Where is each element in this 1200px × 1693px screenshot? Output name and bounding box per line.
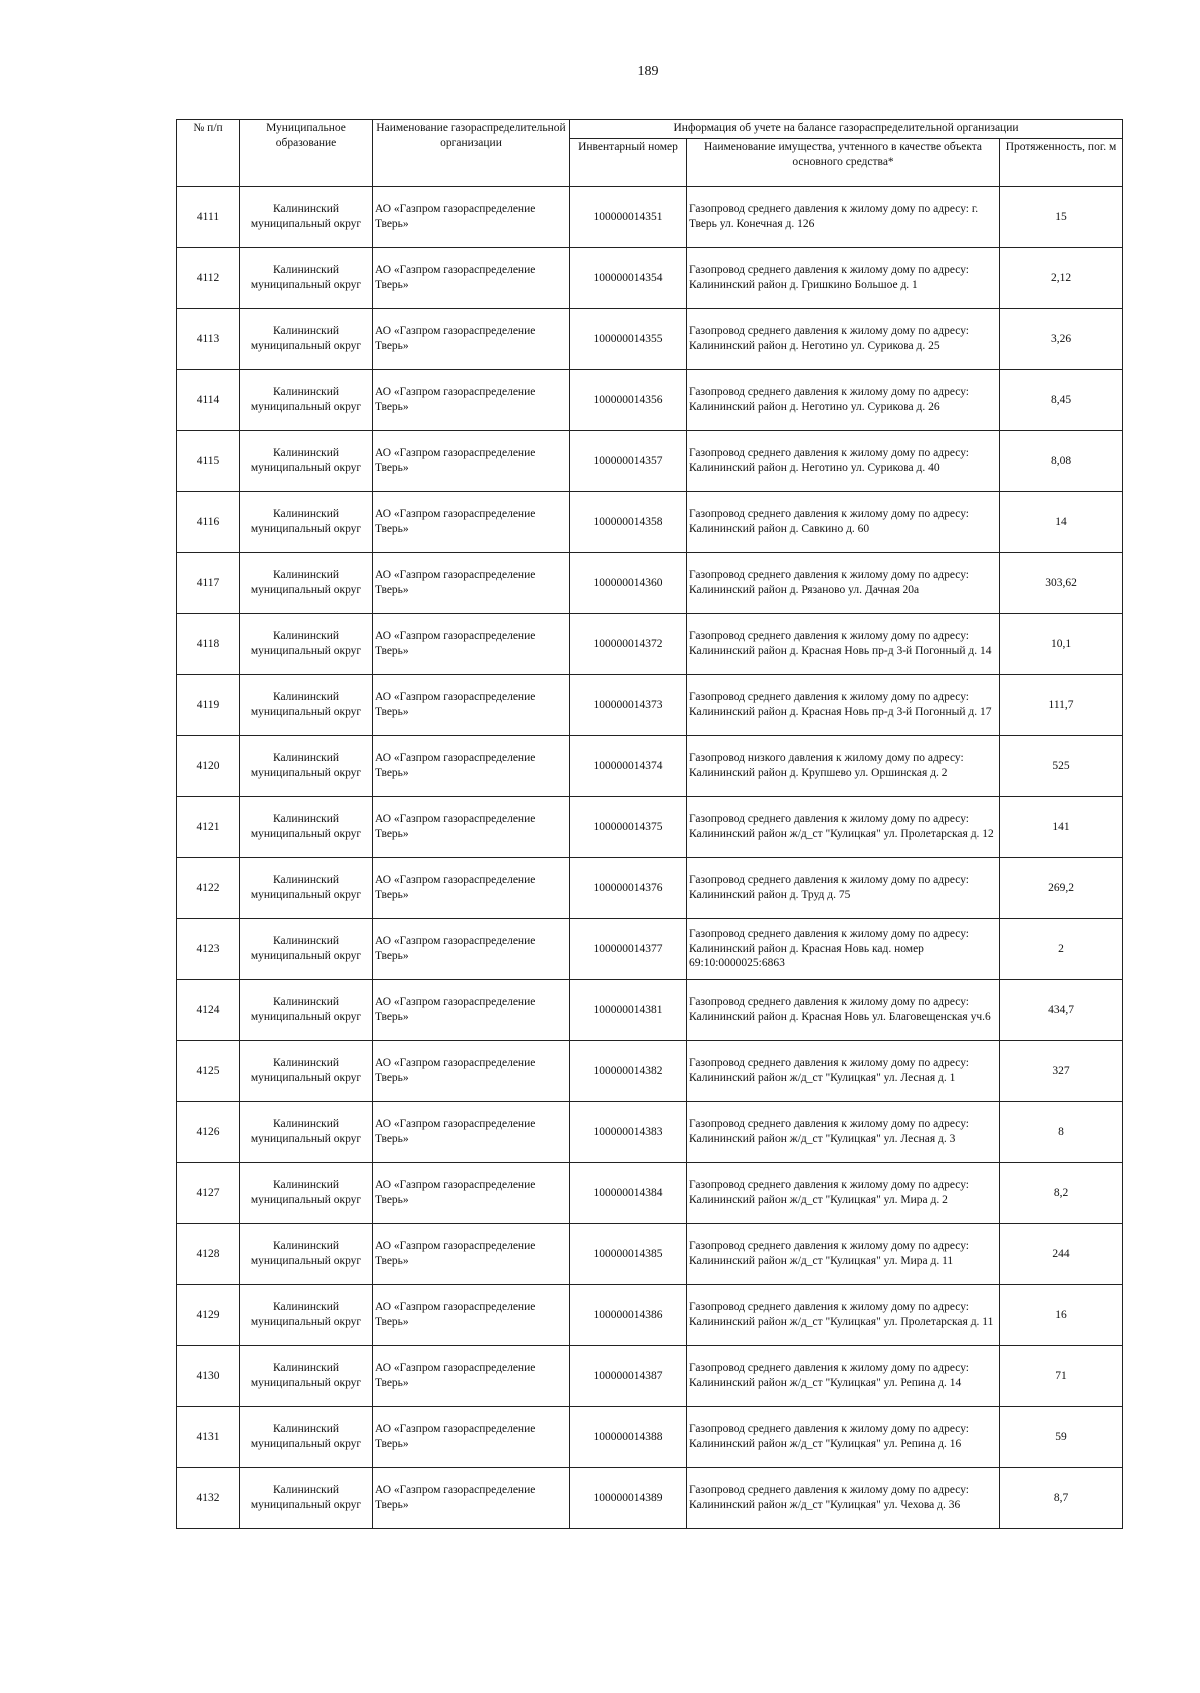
municipality-type: муниципальный округ — [250, 1072, 362, 1084]
row-municipality — [240, 431, 373, 492]
table-row — [177, 431, 1123, 492]
row-organization: АО «Газпром газораспределение Тверь» — [373, 553, 570, 614]
row-length: 8,2 — [1000, 1163, 1123, 1224]
row-municipality — [240, 858, 373, 919]
row-municipality — [240, 309, 373, 370]
municipality-name: Калининский — [272, 386, 340, 399]
row-number: 4121 — [177, 797, 240, 858]
municipality-type: муниципальный округ — [250, 1133, 362, 1145]
row-municipality — [240, 736, 373, 797]
municipality-name: Калининский — [272, 874, 340, 887]
municipality-type: муниципальный округ — [250, 1194, 362, 1206]
row-organization: АО «Газпром газораспределение Тверь» — [373, 1041, 570, 1102]
municipality-name: Калининский — [272, 447, 340, 460]
municipality-type: муниципальный округ — [250, 645, 362, 657]
row-inventory-number: 100000014374 — [570, 736, 687, 797]
table-row — [177, 1407, 1123, 1468]
municipality-type: муниципальный округ — [250, 1438, 362, 1450]
row-organization: АО «Газпром газораспределение Тверь» — [373, 309, 570, 370]
row-organization: АО «Газпром газораспределение Тверь» — [373, 187, 570, 248]
header-num: № п/п — [177, 120, 240, 187]
table-row — [177, 553, 1123, 614]
municipality-name: Калининский — [272, 1484, 340, 1497]
row-municipality — [240, 797, 373, 858]
table-body — [177, 187, 1123, 1529]
row-length: 14 — [1000, 492, 1123, 553]
row-inventory-number: 100000014382 — [570, 1041, 687, 1102]
table-header — [177, 120, 1123, 187]
row-number: 4124 — [177, 980, 240, 1041]
row-property-name: Газопровод среднего давления к жилому дому по адресу: Калининский район д. Труд д. 75 — [687, 858, 1000, 919]
municipality-type: муниципальный округ — [250, 523, 362, 535]
row-organization: АО «Газпром газораспределение Тверь» — [373, 1407, 570, 1468]
row-number: 4116 — [177, 492, 240, 553]
municipality-type: муниципальный округ — [250, 1316, 362, 1328]
row-municipality — [240, 187, 373, 248]
municipality-name: Калининский — [272, 935, 340, 948]
row-property-name: Газопровод среднего давления к жилому дому по адресу: Калининский район д. Неготино ул. Сурикова д. 26 — [687, 370, 1000, 431]
row-inventory-number: 100000014375 — [570, 797, 687, 858]
row-organization: АО «Газпром газораспределение Тверь» — [373, 614, 570, 675]
municipality-type: муниципальный округ — [250, 950, 362, 962]
row-inventory-number: 100000014360 — [570, 553, 687, 614]
row-municipality — [240, 1102, 373, 1163]
row-number: 4122 — [177, 858, 240, 919]
row-organization: АО «Газпром газораспределение Тверь» — [373, 370, 570, 431]
municipality-type: муниципальный округ — [250, 462, 362, 474]
row-length: 10,1 — [1000, 614, 1123, 675]
table-row — [177, 370, 1123, 431]
municipality-name: Калининский — [272, 1179, 340, 1192]
row-organization: АО «Газпром газораспределение Тверь» — [373, 980, 570, 1041]
municipality-name: Калининский — [272, 996, 340, 1009]
municipality-type: муниципальный округ — [250, 1377, 362, 1389]
table-row — [177, 1285, 1123, 1346]
row-property-name: Газопровод среднего давления к жилому дому по адресу: Калининский район д. Неготино ул. Сурикова д. 25 — [687, 309, 1000, 370]
municipality-type: муниципальный округ — [250, 584, 362, 596]
row-property-name: Газопровод среднего давления к жилому дому по адресу: Калининский район д. Савкино д. 60 — [687, 492, 1000, 553]
row-organization: АО «Газпром газораспределение Тверь» — [373, 1163, 570, 1224]
table-row — [177, 1163, 1123, 1224]
row-property-name: Газопровод среднего давления к жилому дому по адресу: Калининский район ж/д_ст "Кулицкая" ул. Мира д. 2 — [687, 1163, 1000, 1224]
row-length: 303,62 — [1000, 553, 1123, 614]
row-inventory-number: 100000014381 — [570, 980, 687, 1041]
row-organization: АО «Газпром газораспределение Тверь» — [373, 431, 570, 492]
municipality-name: Калининский — [272, 325, 340, 338]
row-municipality — [240, 1468, 373, 1529]
row-organization: АО «Газпром газораспределение Тверь» — [373, 1285, 570, 1346]
row-number: 4114 — [177, 370, 240, 431]
row-inventory-number: 100000014372 — [570, 614, 687, 675]
row-inventory-number: 100000014354 — [570, 248, 687, 309]
row-municipality — [240, 614, 373, 675]
row-property-name: Газопровод среднего давления к жилому дому по адресу: Калининский район ж/д_ст "Кулицкая" ул. Чехова д. 36 — [687, 1468, 1000, 1529]
table-row — [177, 919, 1123, 980]
row-number: 4123 — [177, 919, 240, 980]
row-number: 4125 — [177, 1041, 240, 1102]
row-organization: АО «Газпром газораспределение Тверь» — [373, 1102, 570, 1163]
row-number: 4119 — [177, 675, 240, 736]
municipality-name: Калининский — [272, 508, 340, 521]
municipality-name: Калининский — [272, 203, 340, 216]
municipality-name: Калининский — [272, 1423, 340, 1436]
row-municipality — [240, 1163, 373, 1224]
municipality-type: муниципальный округ — [250, 828, 362, 840]
row-number: 4120 — [177, 736, 240, 797]
row-property-name: Газопровод низкого давления к жилому дому по адресу: Калининский район д. Крупшево ул. Оршинская д. 2 — [687, 736, 1000, 797]
row-number: 4117 — [177, 553, 240, 614]
row-property-name: Газопровод среднего давления к жилому дому по адресу: Калининский район д. Красная Новь пр-д 3-й Погонный д. 14 — [687, 614, 1000, 675]
row-number: 4118 — [177, 614, 240, 675]
row-organization: АО «Газпром газораспределение Тверь» — [373, 492, 570, 553]
row-municipality — [240, 553, 373, 614]
municipality-type: муниципальный округ — [250, 767, 362, 779]
municipality-name: Калининский — [272, 1240, 340, 1253]
municipality-name: Калининский — [272, 569, 340, 582]
table-row — [177, 248, 1123, 309]
row-inventory-number: 100000014386 — [570, 1285, 687, 1346]
municipality-type: муниципальный округ — [250, 218, 362, 230]
row-inventory-number: 100000014356 — [570, 370, 687, 431]
row-number: 4130 — [177, 1346, 240, 1407]
row-inventory-number: 100000014387 — [570, 1346, 687, 1407]
row-length: 2,12 — [1000, 248, 1123, 309]
row-length: 8 — [1000, 1102, 1123, 1163]
row-property-name: Газопровод среднего давления к жилому дому по адресу: Калининский район д. Гришкино Большое д. 1 — [687, 248, 1000, 309]
row-inventory-number: 100000014351 — [570, 187, 687, 248]
row-municipality — [240, 919, 373, 980]
municipality-type: муниципальный округ — [250, 706, 362, 718]
row-number: 4112 — [177, 248, 240, 309]
municipality-name: Калининский — [272, 752, 340, 765]
row-length: 244 — [1000, 1224, 1123, 1285]
row-number: 4131 — [177, 1407, 240, 1468]
municipality-name: Калининский — [272, 691, 340, 704]
row-property-name: Газопровод среднего давления к жилому дому по адресу: Калининский район ж/д_ст "Кулицкая" ул. Лесная д. 1 — [687, 1041, 1000, 1102]
municipality-name: Калининский — [272, 1301, 340, 1314]
row-municipality — [240, 1041, 373, 1102]
municipality-name: Калининский — [272, 630, 340, 643]
row-number: 4132 — [177, 1468, 240, 1529]
row-property-name: Газопровод среднего давления к жилому дому по адресу: Калининский район д. Красная Новь пр-д 3-й Погонный д. 17 — [687, 675, 1000, 736]
municipality-name: Калининский — [272, 1057, 340, 1070]
row-length: 111,7 — [1000, 675, 1123, 736]
table-row — [177, 858, 1123, 919]
row-length: 71 — [1000, 1346, 1123, 1407]
row-municipality — [240, 980, 373, 1041]
row-length: 59 — [1000, 1407, 1123, 1468]
row-number: 4126 — [177, 1102, 240, 1163]
row-organization: АО «Газпром газораспределение Тверь» — [373, 675, 570, 736]
row-inventory-number: 100000014357 — [570, 431, 687, 492]
row-property-name: Газопровод среднего давления к жилому дому по адресу: Калининский район ж/д_ст "Кулицкая" ул. Пролетарская д. 11 — [687, 1285, 1000, 1346]
table-row — [177, 1041, 1123, 1102]
row-inventory-number: 100000014384 — [570, 1163, 687, 1224]
row-inventory-number: 100000014355 — [570, 309, 687, 370]
municipality-name: Калининский — [272, 1362, 340, 1375]
row-length: 3,26 — [1000, 309, 1123, 370]
row-number: 4113 — [177, 309, 240, 370]
header-municipality: Муниципальное образование — [240, 120, 373, 187]
header-length: Протяженность, пог. м — [1000, 139, 1123, 187]
table-row — [177, 187, 1123, 248]
row-property-name: Газопровод среднего давления к жилому дому по адресу: Калининский район ж/д_ст "Кулицкая" ул. Репина д. 16 — [687, 1407, 1000, 1468]
row-property-name: Газопровод среднего давления к жилому дому по адресу: Калининский район ж/д_ст "Кулицкая" ул. Лесная д. 3 — [687, 1102, 1000, 1163]
row-property-name: Газопровод среднего давления к жилому дому по адресу: Калининский район д. Неготино ул. Сурикова д. 40 — [687, 431, 1000, 492]
row-organization: АО «Газпром газораспределение Тверь» — [373, 1346, 570, 1407]
row-number: 4115 — [177, 431, 240, 492]
header-property: Наименование имущества, учтенного в качестве объекта основного средства* — [687, 139, 1000, 187]
row-inventory-number: 100000014385 — [570, 1224, 687, 1285]
municipality-type: муниципальный округ — [250, 1255, 362, 1267]
row-inventory-number: 100000014358 — [570, 492, 687, 553]
row-property-name: Газопровод среднего давления к жилому дому по адресу: Калининский район ж/д_ст "Кулицкая" ул. Пролетарская д. 12 — [687, 797, 1000, 858]
municipality-type: муниципальный округ — [250, 1011, 362, 1023]
row-property-name: Газопровод среднего давления к жилому дому по адресу: Калининский район д. Красная Новь кад. номер 69:10:0000025:6863 — [687, 919, 1000, 980]
table-row — [177, 1102, 1123, 1163]
row-length: 8,7 — [1000, 1468, 1123, 1529]
row-organization: АО «Газпром газораспределение Тверь» — [373, 919, 570, 980]
row-property-name: Газопровод среднего давления к жилому дому по адресу: Калининский район д. Рязаново ул. Дачная 20а — [687, 553, 1000, 614]
row-property-name: Газопровод среднего давления к жилому дому по адресу: Калининский район ж/д_ст "Кулицкая" ул. Репина д. 14 — [687, 1346, 1000, 1407]
row-number: 4127 — [177, 1163, 240, 1224]
row-inventory-number: 100000014377 — [570, 919, 687, 980]
row-property-name: Газопровод среднего давления к жилому дому по адресу: г. Тверь ул. Конечная д. 126 — [687, 187, 1000, 248]
table-row — [177, 736, 1123, 797]
row-municipality — [240, 1346, 373, 1407]
row-length: 15 — [1000, 187, 1123, 248]
row-municipality — [240, 1285, 373, 1346]
row-length: 8,08 — [1000, 431, 1123, 492]
property-table — [176, 119, 1123, 1529]
row-length: 141 — [1000, 797, 1123, 858]
row-number: 4111 — [177, 187, 240, 248]
table-row — [177, 1224, 1123, 1285]
table-row — [177, 492, 1123, 553]
header-inventory: Инвентарный номер — [570, 139, 687, 187]
row-length: 8,45 — [1000, 370, 1123, 431]
municipality-name: Калининский — [272, 1118, 340, 1131]
row-property-name: Газопровод среднего давления к жилому дому по адресу: Калининский район ж/д_ст "Кулицкая" ул. Мира д. 11 — [687, 1224, 1000, 1285]
row-inventory-number: 100000014388 — [570, 1407, 687, 1468]
row-municipality — [240, 248, 373, 309]
table-row — [177, 309, 1123, 370]
municipality-type: муниципальный округ — [250, 279, 362, 291]
row-length: 269,2 — [1000, 858, 1123, 919]
row-organization: АО «Газпром газораспределение Тверь» — [373, 1468, 570, 1529]
row-inventory-number: 100000014376 — [570, 858, 687, 919]
municipality-type: муниципальный округ — [250, 1499, 362, 1511]
municipality-name: Калининский — [272, 264, 340, 277]
row-property-name: Газопровод среднего давления к жилому дому по адресу: Калининский район д. Красная Новь ул. Благовещенская уч.6 — [687, 980, 1000, 1041]
municipality-type: муниципальный округ — [250, 889, 362, 901]
row-organization: АО «Газпром газораспределение Тверь» — [373, 736, 570, 797]
table-row — [177, 1468, 1123, 1529]
row-inventory-number: 100000014383 — [570, 1102, 687, 1163]
municipality-type: муниципальный округ — [250, 340, 362, 352]
header-balance-info: Информация об учете на балансе газораспределительной организации — [570, 120, 1123, 139]
row-length: 434,7 — [1000, 980, 1123, 1041]
row-length: 16 — [1000, 1285, 1123, 1346]
municipality-name: Калининский — [272, 813, 340, 826]
row-municipality — [240, 675, 373, 736]
row-number: 4129 — [177, 1285, 240, 1346]
header-org: Наименование газораспределительной организации — [373, 120, 570, 187]
row-inventory-number: 100000014373 — [570, 675, 687, 736]
municipality-type: муниципальный округ — [250, 401, 362, 413]
table-row — [177, 675, 1123, 736]
row-organization: АО «Газпром газораспределение Тверь» — [373, 248, 570, 309]
row-municipality — [240, 370, 373, 431]
table-row — [177, 1346, 1123, 1407]
row-number: 4128 — [177, 1224, 240, 1285]
table-row — [177, 797, 1123, 858]
row-length: 327 — [1000, 1041, 1123, 1102]
row-inventory-number: 100000014389 — [570, 1468, 687, 1529]
row-municipality — [240, 1407, 373, 1468]
row-organization: АО «Газпром газораспределение Тверь» — [373, 1224, 570, 1285]
row-length: 525 — [1000, 736, 1123, 797]
table-row — [177, 980, 1123, 1041]
page-number: 189 — [637, 64, 659, 79]
row-organization: АО «Газпром газораспределение Тверь» — [373, 858, 570, 919]
row-length: 2 — [1000, 919, 1123, 980]
table-row — [177, 614, 1123, 675]
row-municipality — [240, 1224, 373, 1285]
row-organization: АО «Газпром газораспределение Тверь» — [373, 797, 570, 858]
row-municipality — [240, 492, 373, 553]
